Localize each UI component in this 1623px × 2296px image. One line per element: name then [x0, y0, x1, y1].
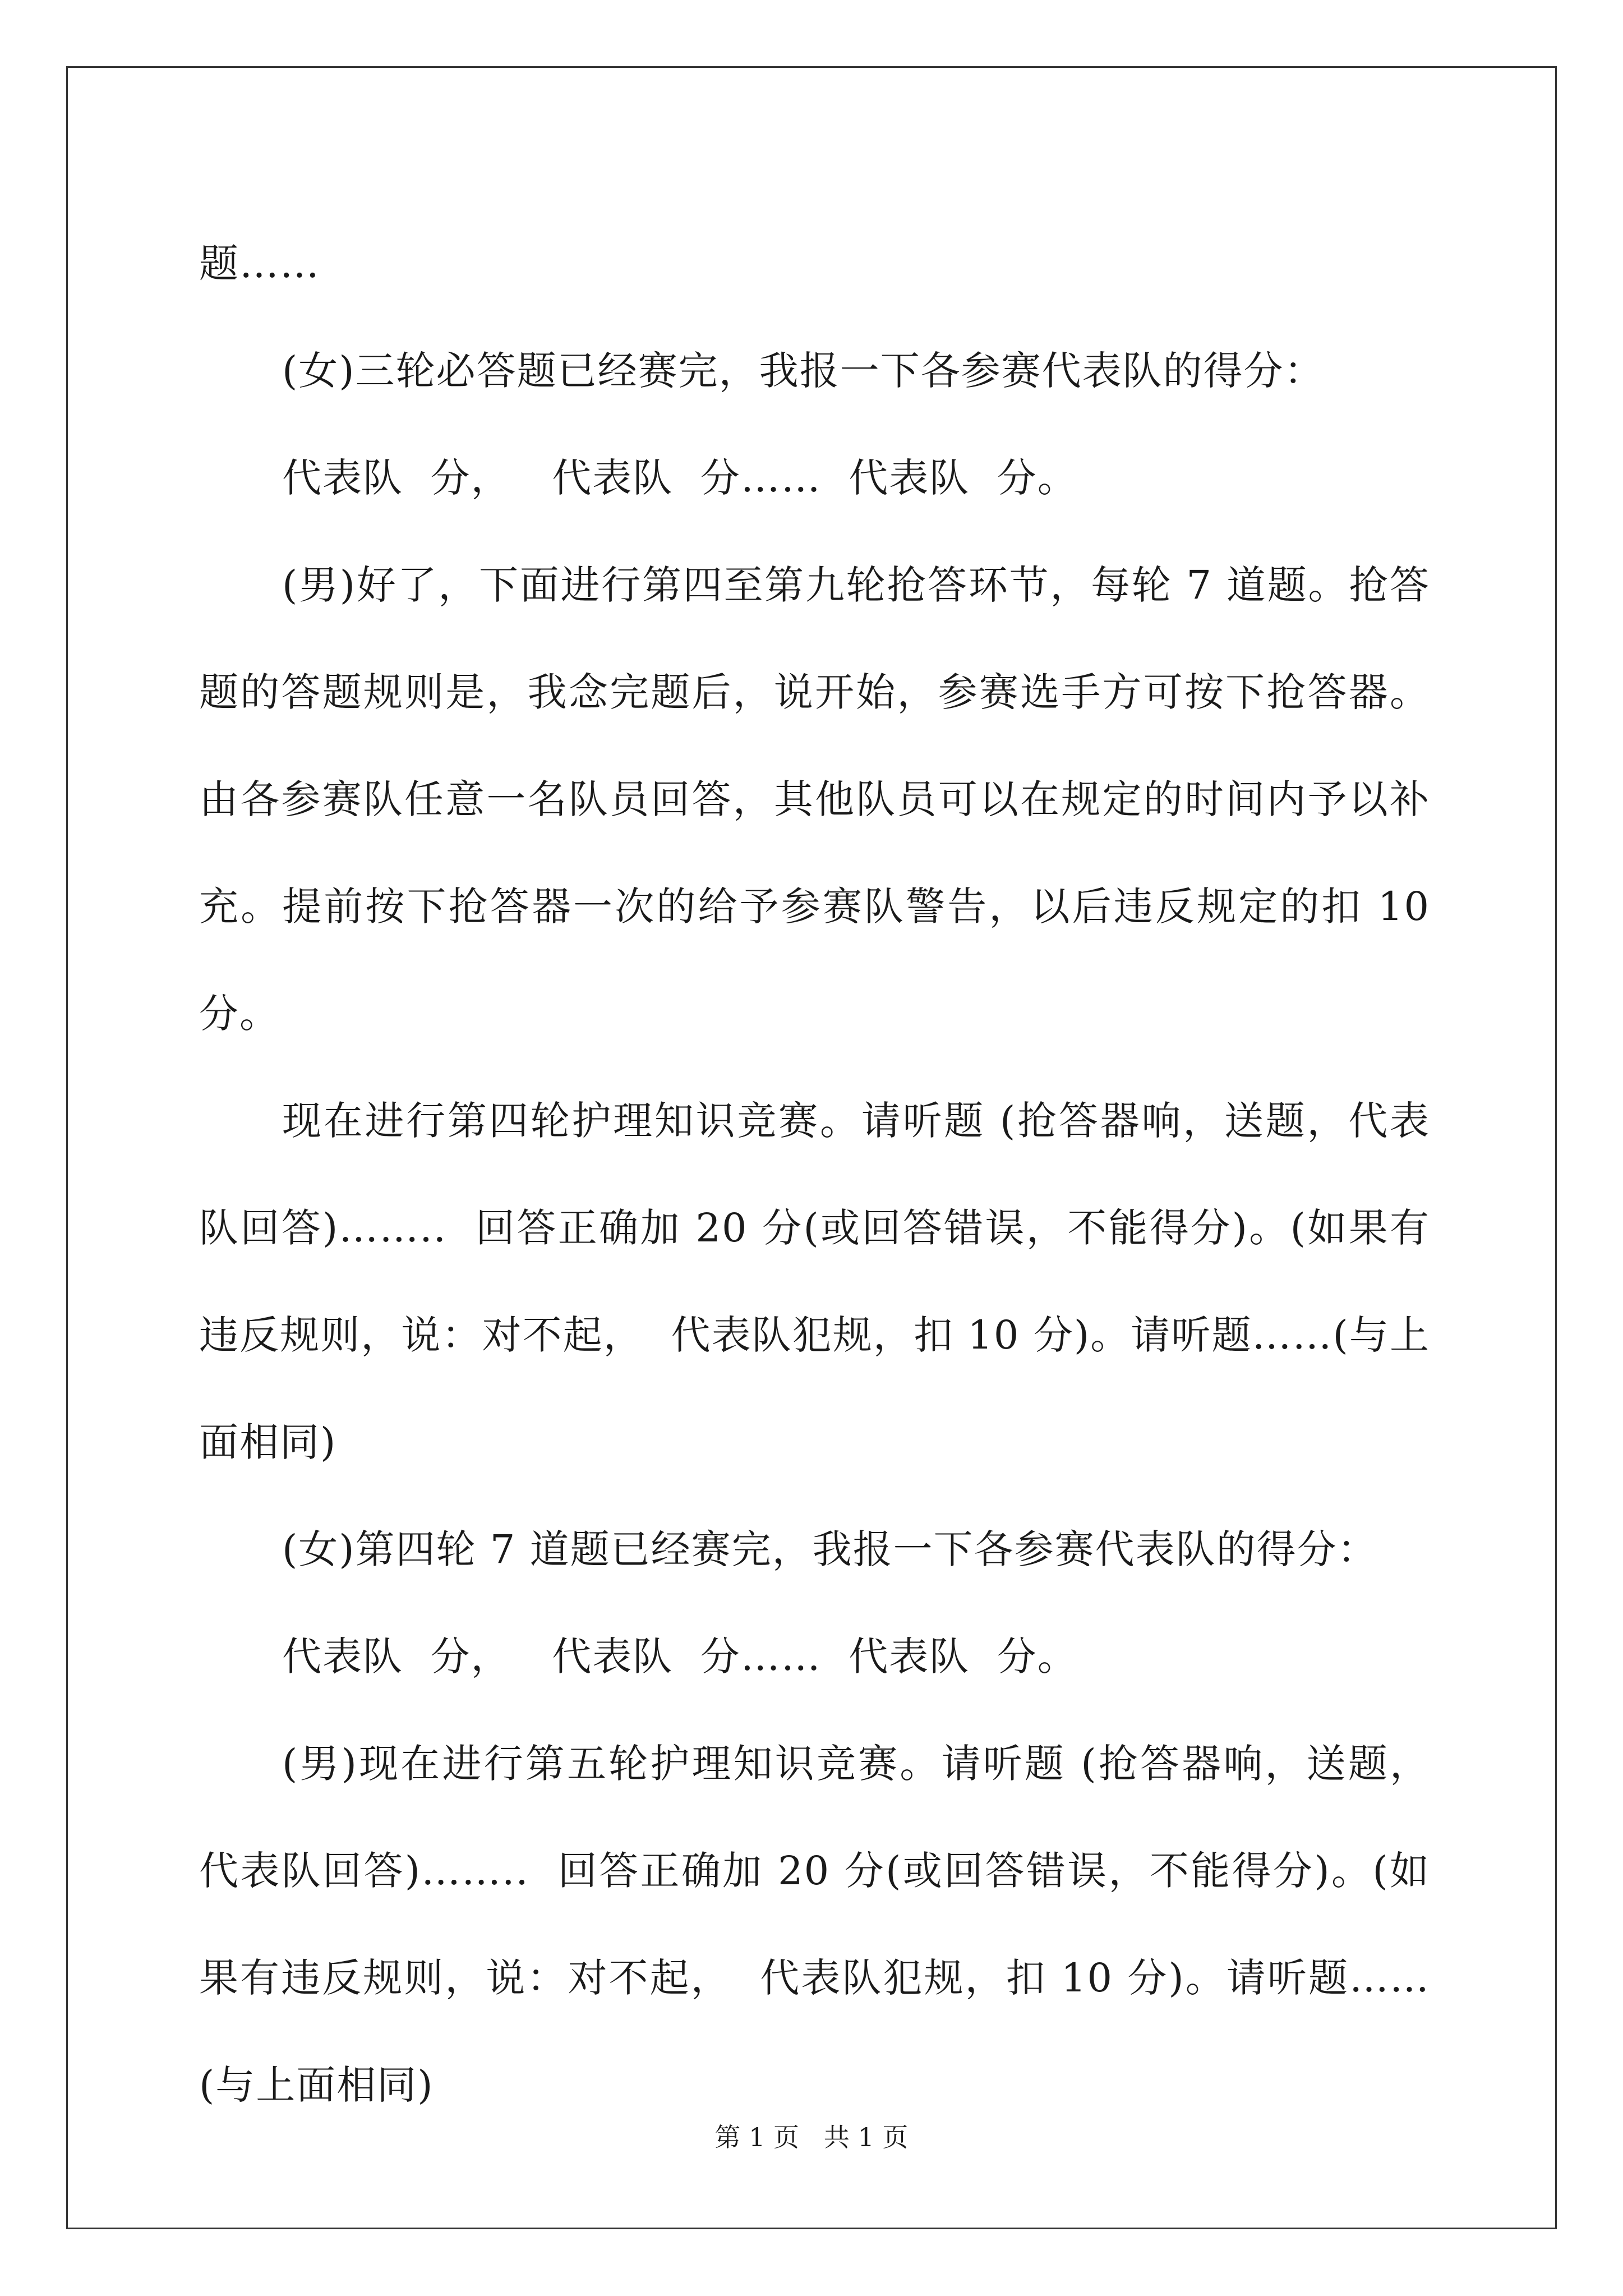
page-footer: 第 1 页 共 1 页	[714, 2122, 909, 2152]
paragraph-3: 代表队 分， 代表队 分…… 代表队 分。	[282, 455, 1078, 501]
paragraph-1: 题……	[199, 241, 320, 287]
paragraph-5: 现在进行第四轮护理知识竞赛。请听题 (抢答器响，送题，代表队回答)…….. 回答正确加 20 分(或回答错误，不能得分)。(如果有违反规则，说：对不起， 代表队犯规，扣 10 分)。请听题……(与上面相同)	[199, 1098, 1430, 1465]
document-body	[199, 210, 1444, 2139]
paragraph-4: (男)好了，下面进行第四至第九轮抢答环节，每轮 7 道题。抢答题的答题规则是，我念完题后，说开始，参赛选手方可按下抢答器。由各参赛队任意一名队员回答，其他队员可以在规定的时间内予以补充。提前按下抢答器一次的给予参赛队警告，以后违反规定的扣 10 分。	[199, 562, 1444, 1037]
paragraph-2: (女)三轮必答题已经赛完，我报一下各参赛代表队的得分：	[282, 348, 1325, 394]
paragraph-6: (女)第四轮 7 道题已经赛完，我报一下各参赛代表队的得分：	[282, 1526, 1378, 1572]
paragraph-8: (男)现在进行第五轮护理知识竞赛。请听题 (抢答器响，送题，代表队回答)…….. 回答正确加 20 分(或回答错误，不能得分)。(如果有违反规则，说：对不起， 代表队犯规，扣 10 分)。请听题……(与上面相同)	[199, 1741, 1430, 2108]
paragraph-7: 代表队 分， 代表队 分…… 代表队 分。	[282, 1634, 1078, 1680]
